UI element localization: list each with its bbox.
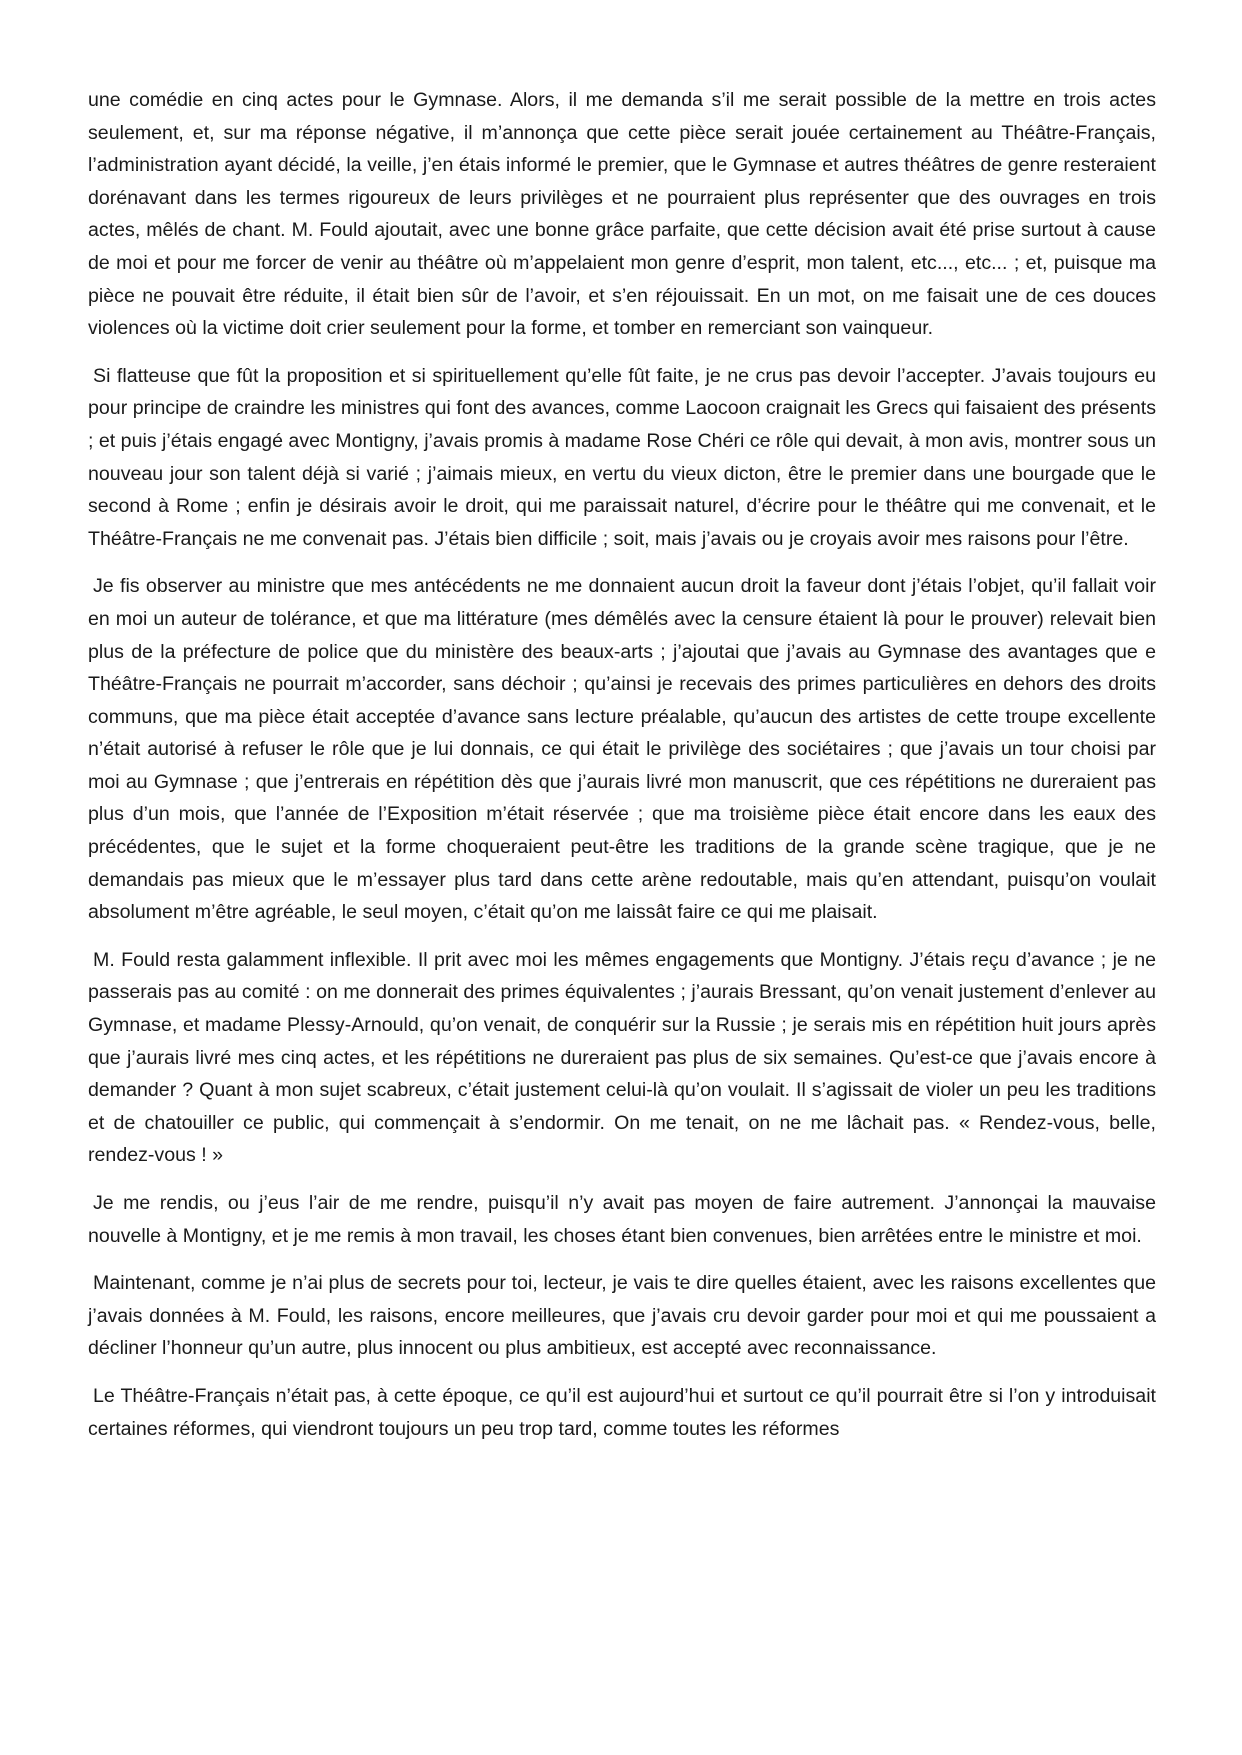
paragraph-3: Je fis observer au ministre que mes antécédents ne me donnaient aucun droit la faveur dont j’étais l’objet, qu’il fallait voir en moi un auteur de tolérance, et que ma littérature (mes démêlés avec la censure étaient là pour le prouver) relevait bien plus de la préfecture de police que du ministère des beaux-arts ; j’ajoutai que j’avais au Gymnase des avantages que e Théâtre-Français ne pourrait m’accorder, sans déchoir ; qu’ainsi je recevais des primes particulières en dehors des droits communs, que ma pièce était acceptée d’avance sans lecture préalable, qu’aucun des artistes de cette troupe excellente n’était autorisé à refuser le rôle que je lui donnais, ce qui était le privilège des sociétaires ; que j’avais un tour choisi par moi au Gymnase ; que j’entrerais en répétition dès que j’aurais livré mon manuscrit, que ces répétitions ne dureraient pas plus d’un mois, que l’année de l’Exposition m’était réservée ; que ma troisième pièce était encore dans les eaux des précédentes, que le sujet et la forme choqueraient peut-être les traditions de la grande scène tragique, que je ne demandais pas mieux que le m’essayer plus tard dans cette arène redoutable, mais qu’en attendant, puisqu’on voulait absolument m’être agréable, le seul moyen, c’était qu’on me laissât faire ce qui me plaisait. bbox=[88, 575, 1156, 924]
paragraph-5: Je me rendis, ou j’eus l’air de me rendre, puisqu’il n’y avait pas moyen de faire autrement. J’annonçai la mauvaise nouvelle à Montigny, et je me remis à mon travail, les choses étant bien convenues, bien arrêtées entre le ministre et moi. bbox=[88, 1192, 1156, 1247]
document-page bbox=[88, 84, 1156, 1460]
paragraph-4: M. Fould resta galamment inflexible. Il prit avec moi les mêmes engagements que Montigny. J’étais reçu d’avance ; je ne passerais pas au comité : on me donnerait des primes équivalentes ; j’aurais Bressant, qu’on venait justement d’enlever au Gymnase, et madame Plessy-Arnould, qu’on venait, de conquérir sur la Russie ; je serais mis en répétition huit jours après que j’aurais livré mes cinq actes, et les répétitions ne dureraient pas plus de six semaines. Qu’est-ce que j’avais encore à demander ? Quant à mon sujet scabreux, c’était justement celui-là qu’on voulait. Il s’agissait de violer un peu les traditions et de chatouiller ce public, qui commençait à s’endormir. On me tenait, on ne me lâchait pas. « Rendez-vous, belle, rendez-vous ! » bbox=[88, 948, 1156, 1167]
paragraph-6: Maintenant, comme je n’ai plus de secrets pour toi, lecteur, je vais te dire quelles étaient, avec les raisons excellentes que j’avais données à M. Fould, les raisons, encore meilleures, que j’avais cru devoir garder pour moi et qui me poussaient a décliner l’honneur qu’un autre, plus innocent ou plus ambitieux, est accepté avec reconnaissance. bbox=[88, 1272, 1156, 1360]
paragraph-7: Le Théâtre-Français n’était pas, à cette époque, ce qu’il est aujourd’hui et surtout ce qu’il pourrait être si l’on y introduisait certaines réformes, qui viendront toujours un peu trop tard, comme toutes les réformes bbox=[88, 1384, 1156, 1440]
paragraph-2: Si flatteuse que fût la proposition et si spirituellement qu’elle fût faite, je ne crus pas devoir l’accepter. J’avais toujours eu pour principe de craindre les ministres qui font des avances, comme Laocoon craignait les Grecs qui faisaient des présents ; et puis j’étais engagé avec Montigny, j’avais promis à madame Rose Chéri ce rôle qui devait, à mon avis, montrer sous un nouveau jour son talent déjà si varié ; j’aimais mieux, en vertu du vieux dicton, être le premier dans une bourgade que le second à Rome ; enfin je désirais avoir le droit, qui me paraissait naturel, d’écrire pour le théâtre qui me convenait, et le Théâtre-Français ne me convenait pas. J’étais bien difficile ; soit, mais j’avais ou je croyais avoir mes raisons pour l’être. bbox=[88, 364, 1157, 550]
paragraph-1: une comédie en cinq actes pour le Gymnase. Alors, il me demanda s’il me serait possible de la mettre en trois actes seulement, et, sur ma réponse négative, il m’annonça que cette pièce serait jouée certainement au Théâtre-Français, l’administration ayant décidé, la veille, j’en étais informé le premier, que le Gymnase et autres théâtres de genre resteraient dorénavant dans les termes rigoureux de leurs privilèges et ne pourraient plus représenter que des ouvrages en trois actes, mêlés de chant. M. Fould ajoutait, avec une bonne grâce parfaite, que cette décision avait été prise surtout à cause de moi et pour me forcer de venir au théâtre où m’appelaient mon genre d’esprit, mon talent, etc..., etc... ; et, puisque ma pièce ne pouvait être réduite, il était bien sûr de l’avoir, et s’en réjouissait. En un mot, on me faisait une de ces douces violences où la victime doit crier seulement pour la forme, et tomber en remerciant son vainqueur. bbox=[88, 89, 1156, 340]
